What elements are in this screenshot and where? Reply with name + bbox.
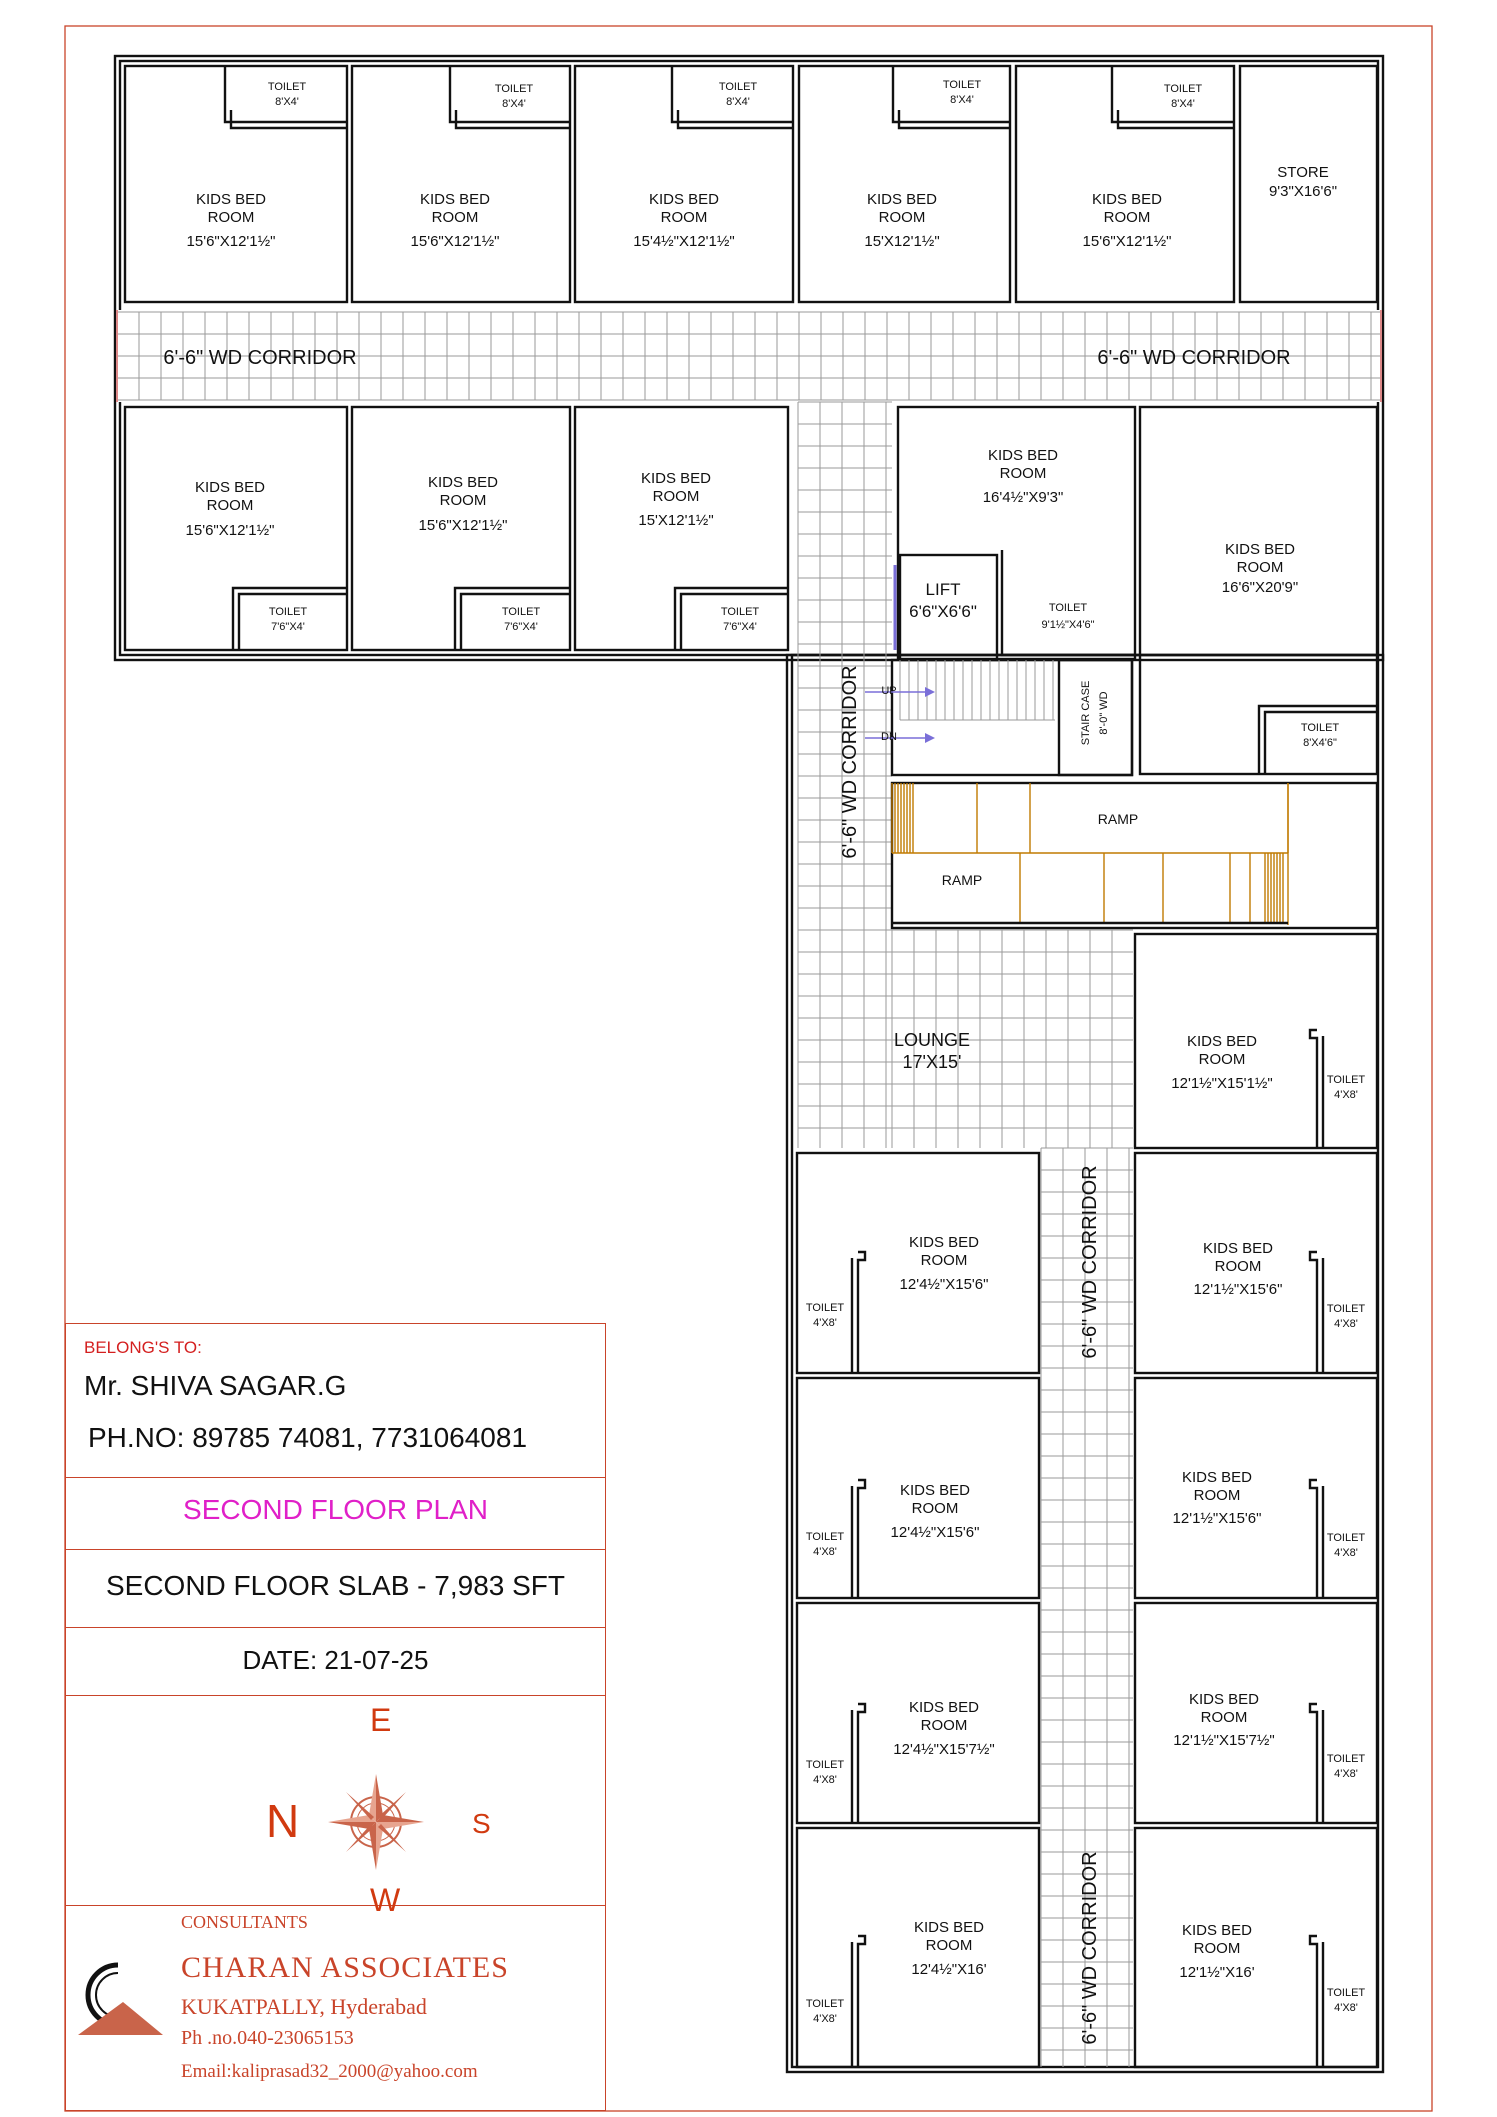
title-block [65,1323,606,2111]
store-label: STORE [1277,164,1329,181]
svg-text:ROOM: ROOM [1236,559,1284,576]
svg-text:ROOM: ROOM [911,1500,959,1517]
room-dim: 12'1½"X16' [1179,1964,1255,1981]
room-name: KIDS BED [899,1482,971,1499]
svg-text:TOILET: TOILET [268,606,308,618]
svg-text:4'X8': 4'X8' [813,2013,837,2025]
consultant-email: Email:kaliprasad32_2000@yahoo.com [181,2061,478,2082]
room-dim: 15'6"X12'1½" [1082,233,1172,250]
lift-label: LIFT [925,580,961,599]
room-dim: 12'1½"X15'7½" [1173,1732,1275,1749]
room-name: KIDS BED [419,191,491,208]
svg-text:TOILET: TOILET [1326,1303,1366,1315]
svg-text:TOILET: TOILET [1300,722,1340,734]
compass-south: S [472,1808,491,1839]
stair-up: UP [881,685,897,697]
svg-text:ROOM: ROOM [1193,1940,1241,1957]
room-name: KIDS BED [866,191,938,208]
svg-text:4'X8': 4'X8' [813,1774,837,1786]
room-name: KIDS BED [648,191,720,208]
svg-text:4'X8': 4'X8' [813,1546,837,1558]
svg-text:ROOM: ROOM [1193,1487,1241,1504]
svg-text:ROOM: ROOM [1198,1051,1246,1068]
stair-label: STAIR CASE [1080,680,1092,746]
compass-north: N [266,1795,300,1847]
room-name: KIDS BED [913,1919,985,1936]
room-dim: 15'4½"X12'1½" [633,233,735,250]
svg-text:TOILET: TOILET [1326,1532,1366,1544]
room-dim: 15'6"X12'1½" [418,517,508,534]
owner-phone: PH.NO: 89785 74081, 7731064081 [88,1422,528,1453]
svg-text:4'X8': 4'X8' [1334,1318,1358,1330]
svg-text:ROOM: ROOM [431,209,479,226]
ramp-area [892,783,1377,928]
stair-dim: 8'-0" WD [1098,691,1110,735]
lounge-dim: 17'X15' [902,1052,962,1072]
consultant-address: KUKATPALLY, Hyderabad [181,1994,427,2019]
svg-text:8'X4': 8'X4' [726,96,750,108]
room-dim: 12'1½"X15'1½" [1171,1075,1273,1092]
svg-text:TOILET: TOILET [1048,602,1088,614]
svg-text:TOILET: TOILET [501,606,541,618]
svg-text:ROOM: ROOM [1103,209,1151,226]
svg-text:TOILET: TOILET [720,606,760,618]
compass-rose [266,1702,516,1924]
svg-text:ROOM: ROOM [439,492,487,509]
room-name: KIDS BED [427,474,499,491]
plan-date: DATE: 21-07-25 [242,1645,429,1675]
room-dim: 12'4½"X16' [911,1961,987,1978]
svg-text:TOILET: TOILET [494,83,534,95]
svg-text:8'X4': 8'X4' [1171,98,1195,110]
svg-text:ROOM: ROOM [207,209,255,226]
svg-text:ROOM: ROOM [660,209,708,226]
owner-section [66,1324,605,1478]
plan-title: SECOND FLOOR PLAN [183,1494,488,1525]
svg-text:ROOM: ROOM [652,488,700,505]
room-dim: 12'1½"X15'6" [1193,1281,1283,1298]
svg-text:7'6"X4': 7'6"X4' [271,621,305,633]
svg-text:8'X4': 8'X4' [950,94,974,106]
compass-east: E [370,1702,392,1738]
svg-text:TOILET: TOILET [805,1759,845,1771]
svg-text:ROOM: ROOM [206,497,254,514]
svg-text:TOILET: TOILET [805,1998,845,2010]
ramp-label-upper: RAMP [1097,811,1139,827]
room-name: KIDS BED [1188,1691,1260,1708]
room-name: KIDS BED [987,447,1059,464]
room-dim: 16'4½"X9'3" [982,489,1064,506]
svg-text:ROOM: ROOM [920,1252,968,1269]
svg-text:TOILET: TOILET [1326,1753,1366,1765]
svg-text:4'X8': 4'X8' [1334,1768,1358,1780]
room-name: KIDS BED [1224,541,1296,558]
room-dim: 12'4½"X15'6" [890,1524,980,1541]
svg-text:TOILET: TOILET [718,81,758,93]
lower-right-rooms [1135,934,1377,2067]
svg-text:ROOM: ROOM [878,209,926,226]
svg-text:TOILET: TOILET [942,79,982,91]
svg-text:TOILET: TOILET [805,1531,845,1543]
svg-text:TOILET: TOILET [267,81,307,93]
room-name: KIDS BED [1181,1469,1253,1486]
corridor-label-lower-1: 6'-6" WD CORRIDOR [1079,1165,1101,1359]
svg-text:4'X8': 4'X8' [813,1317,837,1329]
room-name: KIDS BED [1091,191,1163,208]
lift-dim: 6'6"X6'6" [909,602,977,621]
right-block-upper [895,407,1377,774]
room-name: KIDS BED [1181,1922,1253,1939]
svg-text:7'6"X4': 7'6"X4' [504,621,538,633]
stair-dn: DN [881,731,897,743]
room-dim: 15'6"X12'1½" [185,522,275,539]
svg-text:8'X4'6": 8'X4'6" [1303,737,1337,749]
room-dim: 15'6"X12'1½" [186,233,276,250]
compass-star-icon [296,1742,456,1902]
consultant-logo [78,1957,168,2037]
svg-text:7'6"X4': 7'6"X4' [723,621,757,633]
room-dim: 15'6"X12'1½" [410,233,500,250]
corridor-label-lower-2: 6'-6" WD CORRIDOR [1079,1851,1101,2045]
svg-text:TOILET: TOILET [1326,1987,1366,1999]
room-dim: 12'1½"X15'6" [1172,1510,1262,1527]
room-name: KIDS BED [908,1699,980,1716]
svg-text:4'X8': 4'X8' [1334,1089,1358,1101]
lounge-label: LOUNGE [893,1030,971,1050]
corridor-label-vertical: 6'-6" WD CORRIDOR [839,665,861,859]
room-name: KIDS BED [640,470,712,487]
svg-text:TOILET: TOILET [1326,1074,1366,1086]
svg-text:ROOM: ROOM [1214,1258,1262,1275]
svg-text:ROOM: ROOM [925,1937,973,1954]
svg-text:8'X4': 8'X4' [275,96,299,108]
belongs-to-label: BELONG'S TO: [84,1338,202,1357]
svg-text:ROOM: ROOM [920,1717,968,1734]
compass-west: W [370,1882,401,1918]
corridor-label-left: 6'-6" WD CORRIDOR [163,347,357,369]
ramp-label-lower: RAMP [941,872,983,888]
consultant-phone: Ph .no.040-23065153 [181,2027,354,2049]
svg-text:8'X4': 8'X4' [502,98,526,110]
room-dim: 12'4½"X15'6" [899,1276,989,1293]
svg-text:4'X8': 4'X8' [1334,2002,1358,2014]
svg-text:TOILET: TOILET [1163,83,1203,95]
consultants-heading: CONSULTANTS [181,1912,308,1932]
svg-text:ROOM: ROOM [999,465,1047,482]
room-dim: 15'X12'1½" [638,512,714,529]
room-name: KIDS BED [908,1234,980,1251]
owner-name: Mr. SHIVA SAGAR.G [84,1370,347,1401]
svg-text:TOILET: TOILET [805,1302,845,1314]
room-name: KIDS BED [1202,1240,1274,1257]
svg-text:9'1½"X4'6": 9'1½"X4'6" [1041,619,1095,631]
slab-area: SECOND FLOOR SLAB - 7,983 SFT [105,1570,566,1601]
room-dim: 12'4½"X15'7½" [893,1741,995,1758]
consultant-name: CHARAN ASSOCIATES [181,1951,509,1984]
room-dim: 16'6"X20'9" [1221,579,1299,596]
room-dim: 15'X12'1½" [864,233,940,250]
svg-text:4'X8': 4'X8' [1334,1547,1358,1559]
svg-text:ROOM: ROOM [1200,1709,1248,1726]
room-name: KIDS BED [195,191,267,208]
room-name: KIDS BED [194,479,266,496]
room-name: KIDS BED [1186,1033,1258,1050]
corridor-label-right: 6'-6" WD CORRIDOR [1097,347,1291,369]
store-dim: 9'3"X16'6" [1268,183,1338,200]
